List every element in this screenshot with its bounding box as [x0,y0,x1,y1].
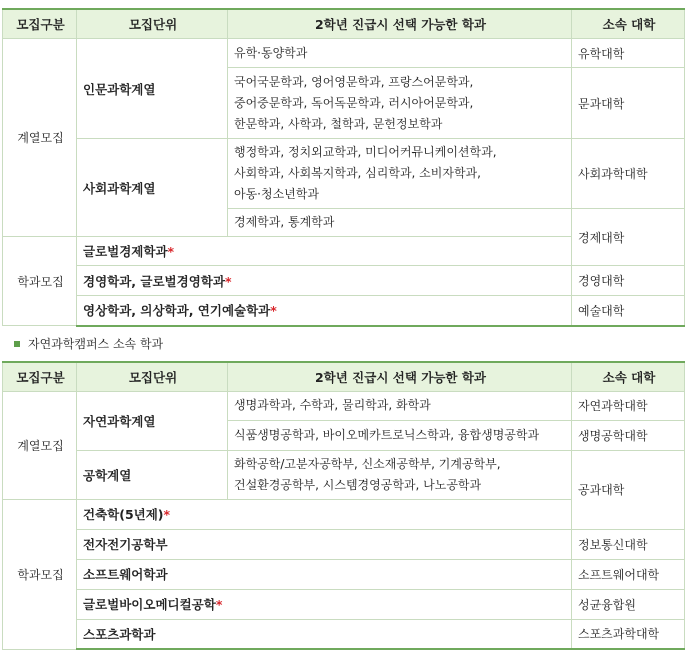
group-cell: 학과모집 [3,237,77,326]
unit-label: 글로벌경제학과 [83,244,168,259]
table-row [3,619,685,649]
natural-science-campus-table [2,361,685,651]
depts-line: 한문학과, 사학과, 철학과, 문헌정보학과 [234,116,443,131]
unit-cell: 전자전기공학부 [77,529,572,559]
table-row [3,559,685,589]
unit-cell [77,296,572,326]
unit-cell: 공학계열 [77,450,228,499]
table-row [3,391,685,420]
group-cell: 학과모집 [3,499,77,649]
college-cell: 스포츠과학대학 [572,619,685,649]
unit-label: 건축학(5년제) [83,507,164,522]
depts-line: 중어중문학과, 독어독문학과, 러시아어문학과, [234,95,474,110]
required-star: * [167,244,175,259]
header-group: 모집구분 [3,9,77,39]
college-cell: 문과대학 [572,68,685,139]
college-cell: 성균융합원 [572,589,685,619]
depts-line: 건설환경공학부, 시스템경영공학과, 나노공학과 [234,477,482,492]
college-cell: 생명공학대학 [572,420,685,450]
unit-cell [77,499,572,529]
unit-label: 영상학과, 의상학과, 연기예술학과 [83,303,271,319]
header-college: 소속 대학 [572,362,685,392]
unit-cell: 인문과학계열 [77,39,228,139]
depts-cell: 식품생명공학과, 바이오메카트로닉스학과, 융합생명공학과 [228,420,572,450]
depts-line: 행정학과, 정치외교학과, 미디어커뮤니케이션학과, [234,145,497,159]
depts-cell: 경제학과, 통계학과 [228,209,572,237]
required-star: * [224,273,232,289]
college-cell: 예술대학 [572,296,685,326]
unit-cell: 사회과학계열 [77,139,228,237]
table-row [3,450,685,499]
square-bullet-icon [14,341,20,347]
depts-cell [228,139,572,209]
college-cell: 경제대학 [572,209,685,266]
depts-cell [228,450,572,499]
required-star: * [215,597,223,612]
unit-label: 경영학과, 글로벌경영학과 [83,273,225,289]
unit-cell [77,589,572,619]
depts-cell: 생명과학과, 수학과, 물리학과, 화학과 [228,391,572,420]
depts-cell: 유학·동양학과 [228,39,572,68]
unit-cell: 소프트웨어학과 [77,559,572,589]
college-cell: 소프트웨어대학 [572,559,685,589]
header-unit: 모집단위 [77,362,228,392]
college-cell: 유학대학 [572,39,685,68]
table-row [3,529,685,559]
unit-cell [77,266,572,296]
depts-line: 화학공학/고분자공학부, 신소재공학부, 기계공학부, [234,456,501,471]
college-cell: 자연과학대학 [572,391,685,420]
depts-line: 사회학과, 사회복지학과, 심리학과, 소비자학과, [234,166,481,180]
table-row [3,139,685,209]
table-row [3,296,685,326]
college-cell: 경영대학 [572,266,685,296]
group-cell: 계열모집 [3,39,77,237]
depts-line: 아동·청소년학과 [234,187,319,201]
college-cell: 공과대학 [572,450,685,529]
unit-cell [77,237,572,266]
unit-label: 글로벌바이오메디컬공학 [83,597,216,612]
required-star: * [270,303,277,319]
table-row [3,39,685,68]
depts-cell [228,68,572,139]
unit-cell: 자연과학계열 [77,391,228,450]
section-note [0,327,686,361]
depts-line: 국어국문학과, 영어영문학과, 프랑스어문학과, [234,74,474,89]
required-star: * [163,507,171,522]
note-text: 자연과학캠퍼스 소속 학과 [28,336,164,351]
header-unit: 모집단위 [77,9,228,39]
table-header-row [3,9,685,39]
humanities-campus-table [2,8,685,327]
group-cell: 계열모집 [3,391,77,499]
header-college: 소속 대학 [572,9,685,39]
header-group: 모집구분 [3,362,77,392]
table-row [3,266,685,296]
unit-cell: 스포츠과학과 [77,619,572,649]
header-depts: 2학년 진급시 선택 가능한 학과 [228,362,572,392]
college-cell: 정보통신대학 [572,529,685,559]
college-cell: 사회과학대학 [572,139,685,209]
table-header-row [3,362,685,392]
table-row [3,589,685,619]
header-depts: 2학년 진급시 선택 가능한 학과 [228,9,572,39]
